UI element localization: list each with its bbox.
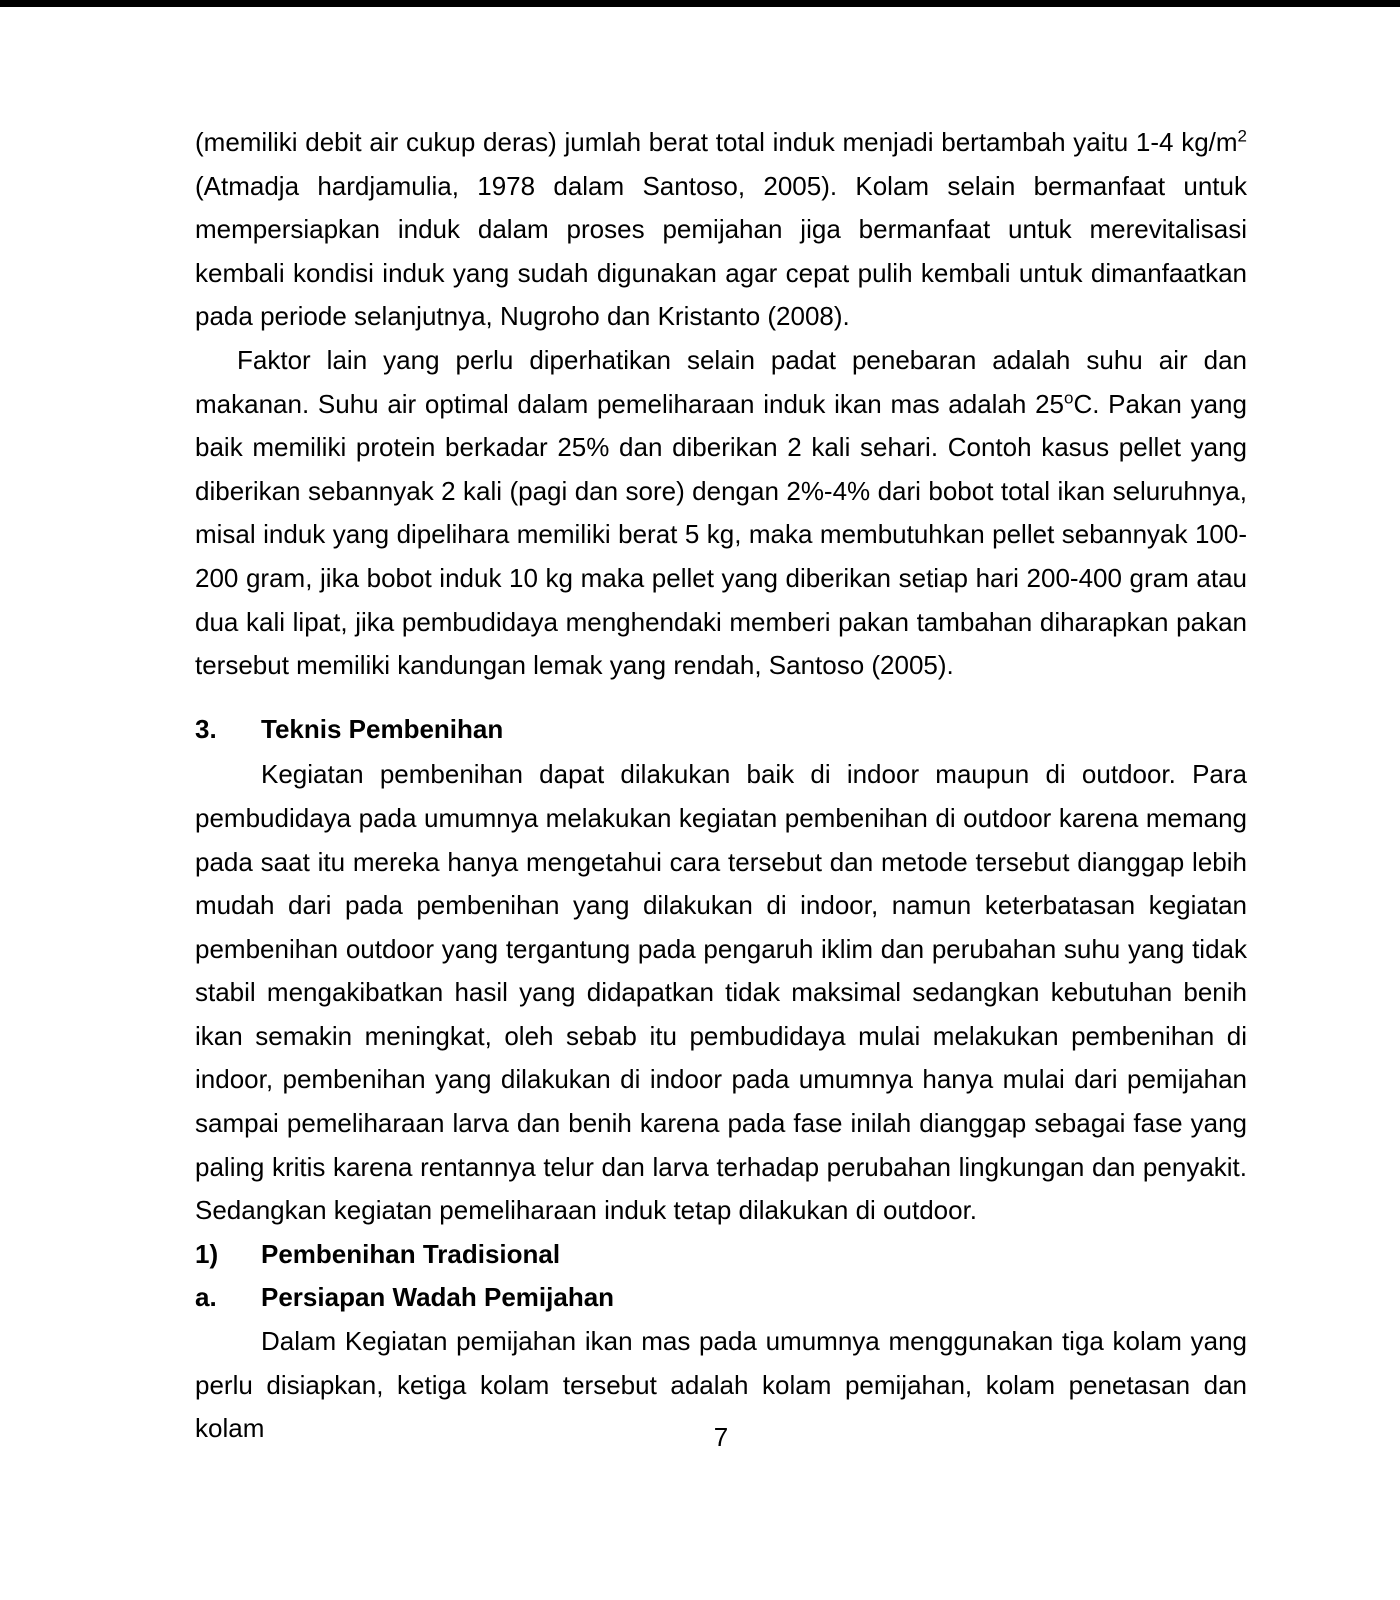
superscript: o	[1064, 387, 1074, 407]
heading-number: 3.	[195, 713, 217, 744]
paragraph-text: Faktor lain yang perlu diperhatikan selain padat penebaran adalah suhu air dan makanan. Suhu air optimal dalam pemeliharaan induk ikan mas adalah 25	[195, 344, 1247, 419]
paragraph-induk-kolam	[195, 121, 1247, 339]
paragraph-persiapan-kolam: Dalam Kegiatan pemijahan ikan mas pada umumnya menggunakan tiga kolam yang perlu disiapkan, ketiga kolam tersebut adalah kolam pemijahan, kolam penetasan dan kolam	[195, 1326, 1247, 1444]
scan-edge-artifact	[0, 0, 1400, 7]
subsection-heading-persiapan-wadah	[195, 1276, 1247, 1320]
paragraph-kegiatan-pembenihan: Kegiatan pembenihan dapat dilakukan baik di indoor maupun di outdoor. Para pembudidaya pada umumnya melakukan kegiatan pembenihan di outdoor karena memang pada saat itu mereka hanya mengetahui cara tersebut dan metode tersebut dianggap lebih mudah dari pada pembenihan yang dilakukan di indoor, namun keterbatasan kegiatan pembenihan outdoor yang tergantung pada pengaruh iklim dan perubahan suhu yang tidak stabil mengakibatkan hasil yang didapatkan tidak maksimal sedangkan kebutuhan benih ikan semakin meningkat, oleh sebab itu pembudidaya mulai melakukan pembenihan di indoor, pembenihan yang dilakukan di indoor pada umumnya hanya mulai dari pemijahan sampai pemeliharaan larva dan benih karena pada fase inilah dianggap sebagai fase yang paling kritis karena rentannya telur dan larva terhadap perubahan lingkungan dan penyakit. Sedangkan kegiatan pemeliharaan induk tetap dilakukan di outdoor.	[195, 759, 1247, 1226]
paragraph-text: C. Pakan yang baik memiliki protein berkadar 25% dan diberikan 2 kali sehari. Contoh kasus pellet yang diberikan sebannyak 2 kali (pagi dan sore) dengan 2%-4% dari bobot total ikan seluruhnya, misal induk yang dipelihara memiliki berat 5 kg, maka membutuhkan pellet sebannyak 100-200 gram, jika bobot induk 10 kg maka pellet yang diberikan setiap hari 200-400 gram atau dua kali lipat, jika pembudidaya menghendaki memberi pakan tambahan diharapkan pakan tersebut memiliki kandungan lemak yang rendah, Santoso (2005).	[195, 388, 1247, 681]
paragraph-faktor-suhu-pakan	[195, 339, 1247, 688]
page-number: 7	[713, 1422, 729, 1452]
paragraph-text: (memiliki debit air cukup deras) jumlah berat total induk menjadi bertambah yaitu 1-4 kg/m	[195, 127, 1238, 157]
heading-label: Teknis Pembenihan	[261, 713, 504, 744]
superscript: 2	[1237, 126, 1247, 146]
heading-label: Pembenihan Tradisional	[261, 1238, 561, 1269]
page-content	[195, 121, 1247, 1451]
section-heading-teknis-pembenihan	[195, 708, 1247, 752]
heading-number: 1)	[195, 1238, 219, 1269]
paragraph-text: (Atmadja hardjamulia, 1978 dalam Santoso, 2005). Kolam selain bermanfaat untuk mempersiapkan induk dalam proses pemijahan jiga bermanfaat untuk merevitalisasi kembali kondisi induk yang sudah digunakan agar cepat pulih kembali untuk dimanfaatkan pada periode selanjutnya, Nugroho dan Kristanto (2008).	[195, 170, 1247, 332]
heading-number: a.	[195, 1282, 217, 1313]
heading-label: Persiapan Wadah Pemijahan	[261, 1282, 615, 1313]
subsection-heading-pembenihan-tradisional	[195, 1233, 1247, 1277]
